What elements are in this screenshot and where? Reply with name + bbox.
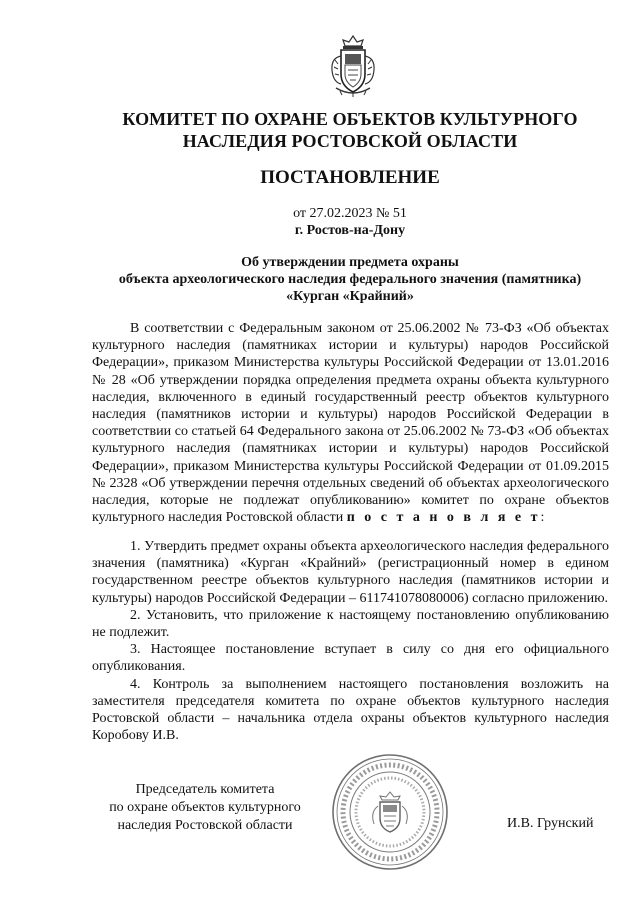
- rostov-oblast-coat-of-arms-icon: [326, 34, 380, 98]
- preamble-paragraph: [92, 320, 609, 526]
- committee-line-2: НАСЛЕДИЯ РОСТОВСКОЙ ОБЛАСТИ: [182, 131, 518, 151]
- date-number: от 27.02.2023 № 51: [293, 206, 407, 221]
- city: г. Ростов-на-Дону: [294, 223, 406, 238]
- committee-line-1: КОМИТЕТ ПО ОХРАНЕ ОБЪЕКТОВ КУЛЬТУРНОГО: [122, 109, 578, 129]
- resolution-item-2: 2. Установить, что приложение к настоящему постановлению опубликованию не подлежит.: [92, 607, 609, 641]
- subject-line-3: «Курган «Крайний»: [286, 289, 414, 304]
- subject-line-1: Об утверждении предмета охраны: [241, 255, 459, 270]
- signatory-title: [90, 781, 320, 835]
- resolution-item-3: 3. Настоящее постановление вступает в силу со дня его официального опубликования.: [92, 642, 609, 675]
- committee-name: [100, 108, 600, 152]
- official-seal-icon: [330, 752, 450, 872]
- document-subject: [70, 254, 630, 305]
- resolution-item-4: 4. Контроль за выполнением настоящего постановления возложить на заместителя председателя комитета по охране объектов культурного наследия Ростовской области – начальника отдела охраны объектов культурного наследия Коробову И.В.: [92, 676, 609, 744]
- resolution-items: [92, 538, 609, 744]
- signatory-title-line-1: Председатель комитета: [135, 782, 275, 797]
- resolution-item-1: 1. Утвердить предмет охраны объекта археологического наследия федерального значения (памятника) «Курган «Крайний» (регистрационный номер в едином государственном реестре объектов культурного наследия (памятников истории и культуры) народов Российской Федерации – 611741078080006) согласно приложению.: [92, 539, 609, 606]
- signatory-name: И.В. Грунский: [507, 816, 594, 831]
- resolve-word: п о с т а н о в л я е т: [346, 510, 541, 526]
- preamble-text: В соответствии с Федеральным законом от 25.06.2002 № 73-ФЗ «Об объектах культурного наследия (памятниках истории и культуры) народов Российской Федерации», приказом Министерства культуры Российской Федерации от 13.01.2016 № 28 «Об утверждении порядка определения предмета охраны объекта культурного наследия, включенного в единый государственный реестр объектов культурного наследия (памятников истории и культуры) народов Российской Федерации в соответствии со статьей 64 Федерального закона от 25.06.2002 № 73-ФЗ «Об объектах культурного наследия (памятниках истории и культуры) народов Российской Федерации», приказом Министерства культуры Российской Федерации от 01.09.2015 № 2328 «Об утверждении перечня отдельных сведений об объектах археологического наследия, которые не подлежат опубликованию» комитет по охране объектов культурного наследия Ростовской области: [92, 321, 609, 526]
- signatory-title-line-3: наследия Ростовской области: [117, 818, 293, 833]
- resolve-colon: :: [540, 510, 545, 526]
- subject-line-2: объекта археологического наследия федерального значения (памятника): [118, 272, 582, 287]
- signatory-title-line-2: по охране объектов культурного: [109, 800, 301, 815]
- document-type: ПОСТАНОВЛЕНИЕ: [260, 167, 440, 188]
